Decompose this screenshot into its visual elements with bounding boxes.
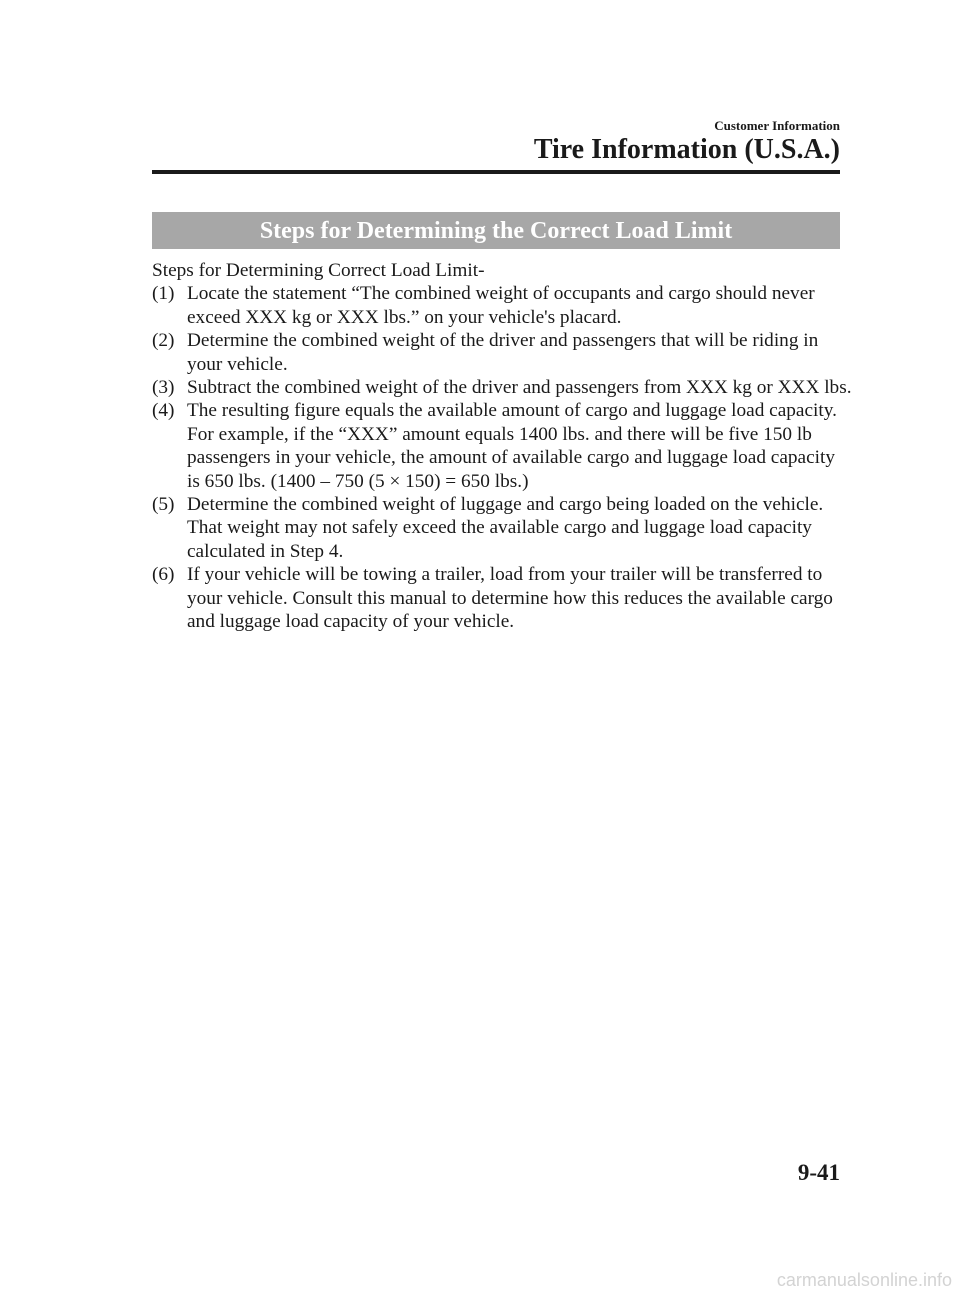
site-watermark: carmanualsonline.info [776,1270,952,1290]
step-item [152,493,852,563]
section-heading: Steps for Determining the Correct Load Limit [152,212,840,249]
step-number: (5) [152,494,175,516]
header-divider [152,170,840,174]
section-name: Customer Information [714,118,840,133]
page-number: 9-41 [797,1160,840,1185]
step-number: (6) [152,564,175,586]
step-text: If your vehicle will be towing a trailer, load from your trailer will be transferred to your vehicle. Consult this manual to determine how this reduces the available cargo and luggage load capacity of your vehicle. [187,564,833,633]
step-text: Subtract the combined weight of the driver and passengers from XXX kg or XXX lbs. [187,377,852,399]
chapter-title: Tire Information (U.S.A.) [533,134,840,165]
intro-text: Steps for Determining Correct Load Limit- [152,260,485,281]
step-item [152,329,852,376]
step-item [152,563,852,633]
step-item [152,399,852,493]
body-content [152,259,852,634]
step-number: (1) [152,283,175,305]
step-number: (4) [152,400,175,422]
step-item [152,376,852,399]
step-list [152,282,852,633]
step-item [152,282,852,329]
step-text: Determine the combined weight of the driver and passengers that will be riding in your vehicle. [187,330,819,375]
step-number: (3) [152,377,175,399]
step-text: Determine the combined weight of luggage and cargo being loaded on the vehicle. That weight may not safely exceed the available cargo and luggage load capacity calculated in Step 4. [187,494,824,562]
step-text: Locate the statement “The combined weight of occupants and cargo should never exceed XXX kg or XXX lbs.” on your vehicle's placard. [187,283,815,328]
step-text: The resulting figure equals the available amount of cargo and luggage load capacity. For example, if the “XXX” amount equals 1400 lbs. and there will be five 150 lb passengers in your vehicle, the amount of available cargo and luggage load capacity is 650 lbs. (1400 – 750 (5 × 150) = 650 lbs.) [187,400,837,492]
step-number: (2) [152,330,175,352]
